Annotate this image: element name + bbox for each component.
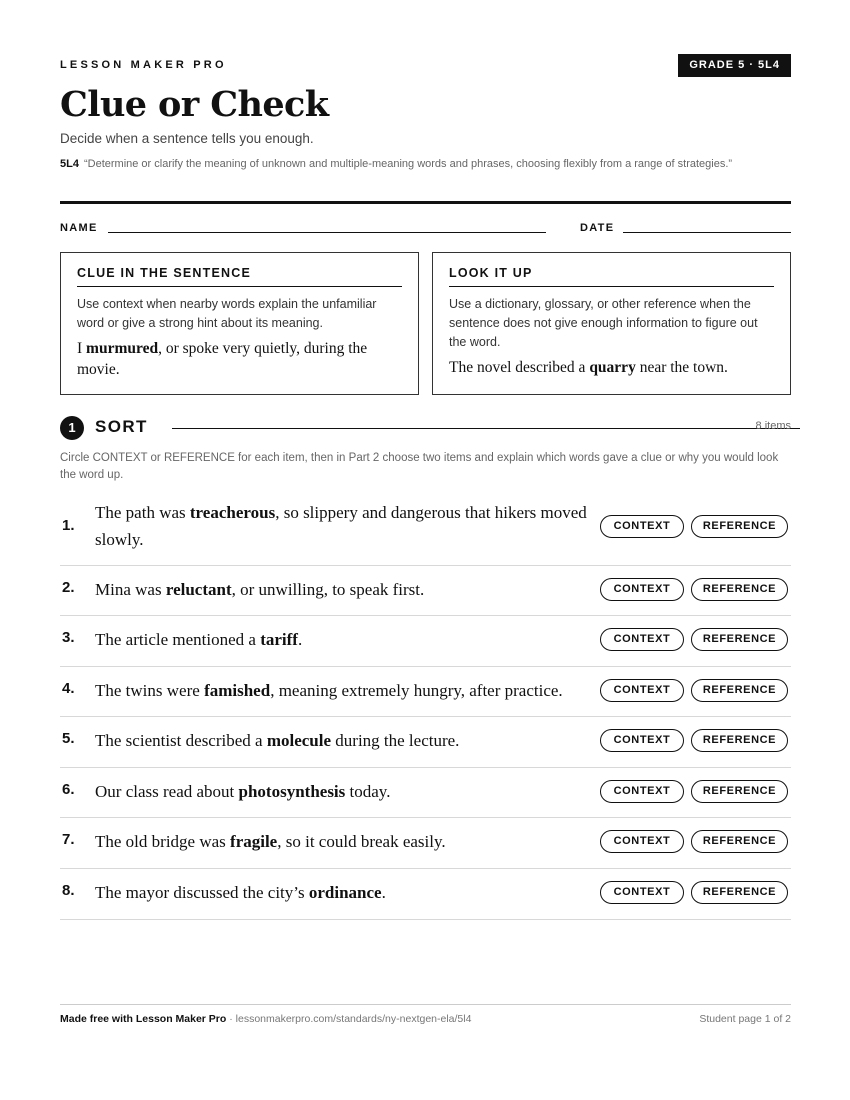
item-number: 7.	[62, 831, 75, 848]
section-divider	[172, 428, 800, 429]
item-number: 2.	[62, 579, 75, 596]
item-sentence: Our class read about photosynthesis today.	[95, 782, 391, 801]
item-sentence: Mina was reluctant, or unwilling, to speak first.	[95, 580, 425, 599]
context-option-button[interactable]: CONTEXT	[600, 679, 684, 702]
sort-item-row	[60, 869, 791, 920]
date-field[interactable]	[623, 232, 791, 233]
target-word: reluctant	[165, 580, 232, 599]
standard-statement	[60, 156, 780, 173]
sort-item-row	[60, 566, 791, 616]
box-title: CLUE IN THE SENTENCE	[77, 266, 402, 287]
item-number: 6.	[62, 781, 75, 798]
context-option-button[interactable]: CONTEXT	[600, 578, 684, 601]
target-word: molecule	[266, 731, 332, 750]
box-description: Use a dictionary, glossary, or other reference when the sentence does not give enough information to figure out the word.	[449, 297, 758, 349]
item-count: 8 items	[755, 420, 791, 432]
standard-code: 5L4	[60, 158, 79, 170]
context-option-button[interactable]: CONTEXT	[600, 628, 684, 651]
reference-option-button[interactable]: REFERENCE	[691, 628, 788, 651]
section-title: SORT	[95, 417, 148, 436]
reference-option-button[interactable]: REFERENCE	[691, 679, 788, 702]
context-option-button[interactable]: CONTEXT	[600, 729, 684, 752]
worksheet-page	[60, 0, 791, 1100]
target-word: tariff	[260, 630, 298, 649]
name-field[interactable]	[108, 232, 546, 233]
page-subtitle: Decide when a sentence tells you enough.	[60, 131, 314, 146]
context-strategy-box	[60, 252, 419, 395]
sort-item-row	[60, 717, 791, 768]
footer-url[interactable]: lessonmakerpro.com/standards/ny-nextgen-ela/5l4	[235, 1013, 472, 1025]
sort-item-row	[60, 616, 791, 667]
box-title: LOOK IT UP	[449, 266, 774, 287]
section-instructions: Circle CONTEXT or REFERENCE for each item, then in Part 2 choose two items and explain which words gave a clue or why you would look the word up.	[60, 452, 779, 481]
target-word: fragile	[230, 832, 278, 851]
sort-item-row	[60, 490, 791, 566]
reference-option-button[interactable]: REFERENCE	[691, 780, 788, 803]
reference-option-button[interactable]: REFERENCE	[691, 729, 788, 752]
sort-item-list	[60, 490, 791, 920]
example-word: murmured	[86, 340, 159, 357]
target-word: ordinance	[308, 883, 382, 902]
item-number: 5.	[62, 730, 75, 747]
item-number: 8.	[62, 882, 75, 899]
section-number-badge: 1	[60, 416, 84, 440]
sort-item-row	[60, 818, 791, 869]
page-indicator: Student page 1 of 2	[699, 1013, 791, 1025]
brand-name: LESSON MAKER PRO	[60, 59, 227, 71]
reference-option-button[interactable]: REFERENCE	[691, 830, 788, 853]
item-number: 3.	[62, 629, 75, 646]
item-sentence: The old bridge was fragile, so it could break easily.	[95, 832, 446, 851]
grade-badge: GRADE 5 · 5L4	[678, 54, 791, 77]
example-word: quarry	[589, 359, 636, 376]
item-sentence: The twins were famished, meaning extremely hungry, after practice.	[95, 681, 563, 700]
context-option-button[interactable]: CONTEXT	[600, 780, 684, 803]
context-option-button[interactable]: CONTEXT	[600, 515, 684, 538]
item-number: 4.	[62, 680, 75, 697]
item-sentence: The mayor discussed the city’s ordinance.	[95, 883, 386, 902]
item-sentence: The scientist described a molecule during the lecture.	[95, 731, 460, 750]
date-label: DATE	[580, 222, 615, 234]
target-word: photosynthesis	[238, 782, 346, 801]
item-sentence: The article mentioned a tariff.	[95, 630, 303, 649]
page-title: Clue or Check	[60, 84, 329, 125]
box-example: The novel described a quarry near the town.	[449, 359, 728, 376]
footer-made-with: Made free with Lesson Maker Pro	[60, 1013, 227, 1025]
target-word: famished	[204, 681, 271, 700]
item-sentence: The path was treacherous, so slippery and dangerous that hikers moved slowly.	[95, 503, 587, 549]
context-option-button[interactable]: CONTEXT	[600, 830, 684, 853]
box-description: Use context when nearby words explain the unfamiliar word or give a strong hint about its meaning.	[77, 297, 377, 330]
header-divider	[60, 201, 791, 204]
context-option-button[interactable]: CONTEXT	[600, 881, 684, 904]
footer-divider	[60, 1004, 791, 1005]
item-number: 1.	[62, 517, 75, 534]
footer-credit: Made free with Lesson Maker Pro · lessonmakerpro.com/standards/ny-nextgen-ela/5l4	[60, 1013, 472, 1025]
sort-item-row	[60, 667, 791, 717]
standard-text: “Determine or clarify the meaning of unknown and multiple-meaning words and phrases, choosing flexibly from a range of strategies.”	[83, 158, 733, 170]
sort-item-row	[60, 768, 791, 818]
box-example: I murmured, or spoke very quietly, during the movie.	[77, 340, 368, 378]
reference-option-button[interactable]: REFERENCE	[691, 515, 788, 538]
target-word: treacherous	[189, 503, 276, 522]
name-label: NAME	[60, 222, 98, 234]
reference-option-button[interactable]: REFERENCE	[691, 578, 788, 601]
reference-strategy-box	[432, 252, 791, 395]
reference-option-button[interactable]: REFERENCE	[691, 881, 788, 904]
